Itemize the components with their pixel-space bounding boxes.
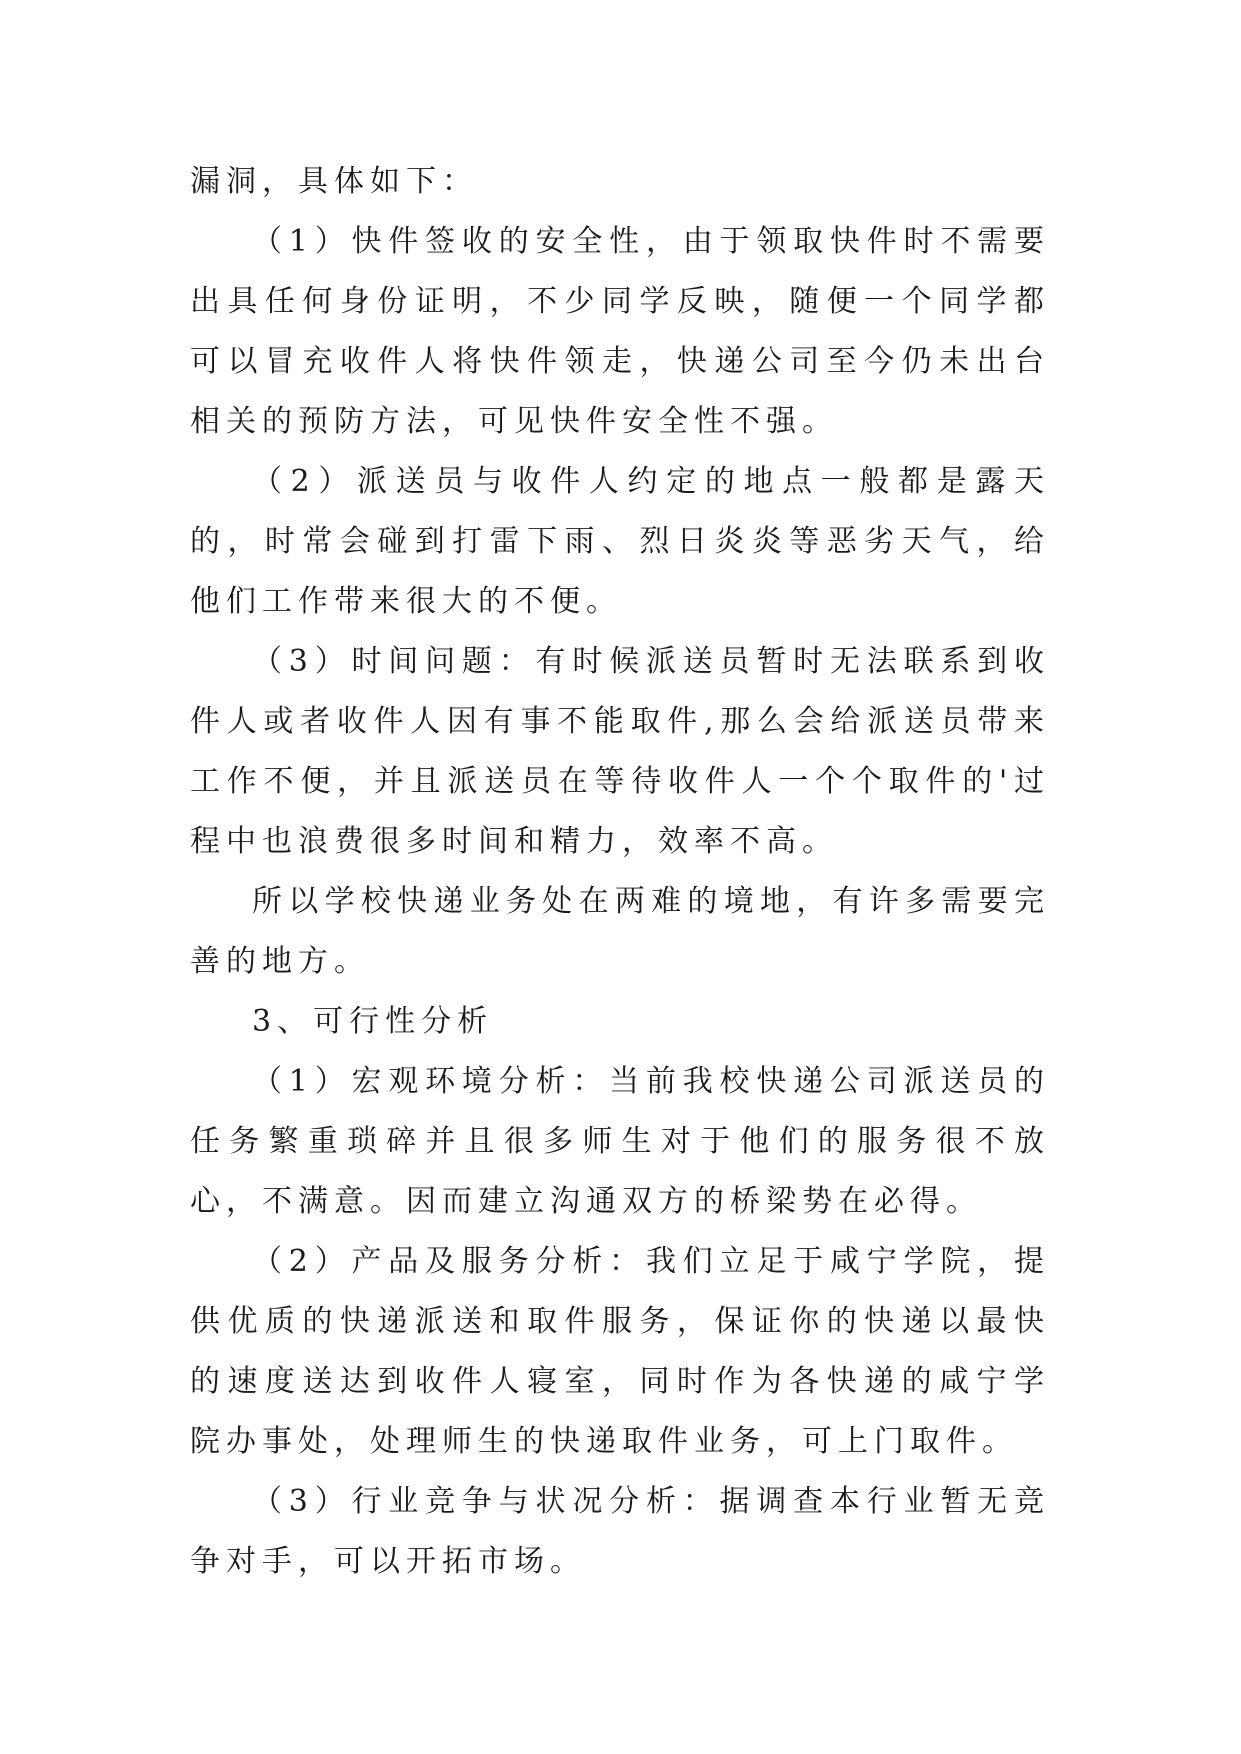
paragraph-item-3-time-issue: （3）时间问题：有时候派送员暂时无法联系到收件人或者收件人因有事不能取件,那么会给派送员带来工作不便，并且派送员在等待收件人一个个取件的'过程中也浪费很多时间和精力，效率不高。 — [190, 644, 1050, 859]
paragraph-item-2-delivery-location: （2）派送员与收件人约定的地点一般都是露天的，时常会碰到打雷下雨、烈日炎炎等恶劣天气，给他们工作带来很大的不便。 — [190, 464, 1050, 619]
document-body — [190, 152, 1050, 1592]
section-heading-feasibility: 3、可行性分析 — [252, 1004, 494, 1039]
paragraph-product-service: （2）产品及服务分析：我们立足于咸宁学院，提供优质的快递派送和取件服务，保证你的快递以最快的速度送达到收件人寝室，同时作为各快递的咸宁学院办事处，处理师生的快递取件业务，可上门取件。 — [190, 1244, 1050, 1459]
paragraph-continuation: 漏洞，具体如下： — [190, 164, 478, 199]
paragraph-macro-environment: （1）宏观环境分析：当前我校快递公司派送员的任务繁重琐碎并且很多师生对于他们的服务很不放心，不满意。因而建立沟通双方的桥梁势在必得。 — [190, 1064, 1050, 1219]
paragraph-competition: （3）行业竞争与状况分析：据调查本行业暂无竞争对手，可以开拓市场。 — [190, 1484, 1050, 1579]
paragraph-item-1-signature-security: （1）快件签收的安全性，由于领取快件时不需要出具任何身份证明，不少同学反映，随便一个同学都可以冒充收件人将快件领走，快递公司至今仍未出台相关的预防方法，可见快件安全性不强。 — [190, 224, 1050, 439]
paragraph-summary: 所以学校快递业务处在两难的境地，有许多需要完善的地方。 — [190, 884, 1050, 979]
